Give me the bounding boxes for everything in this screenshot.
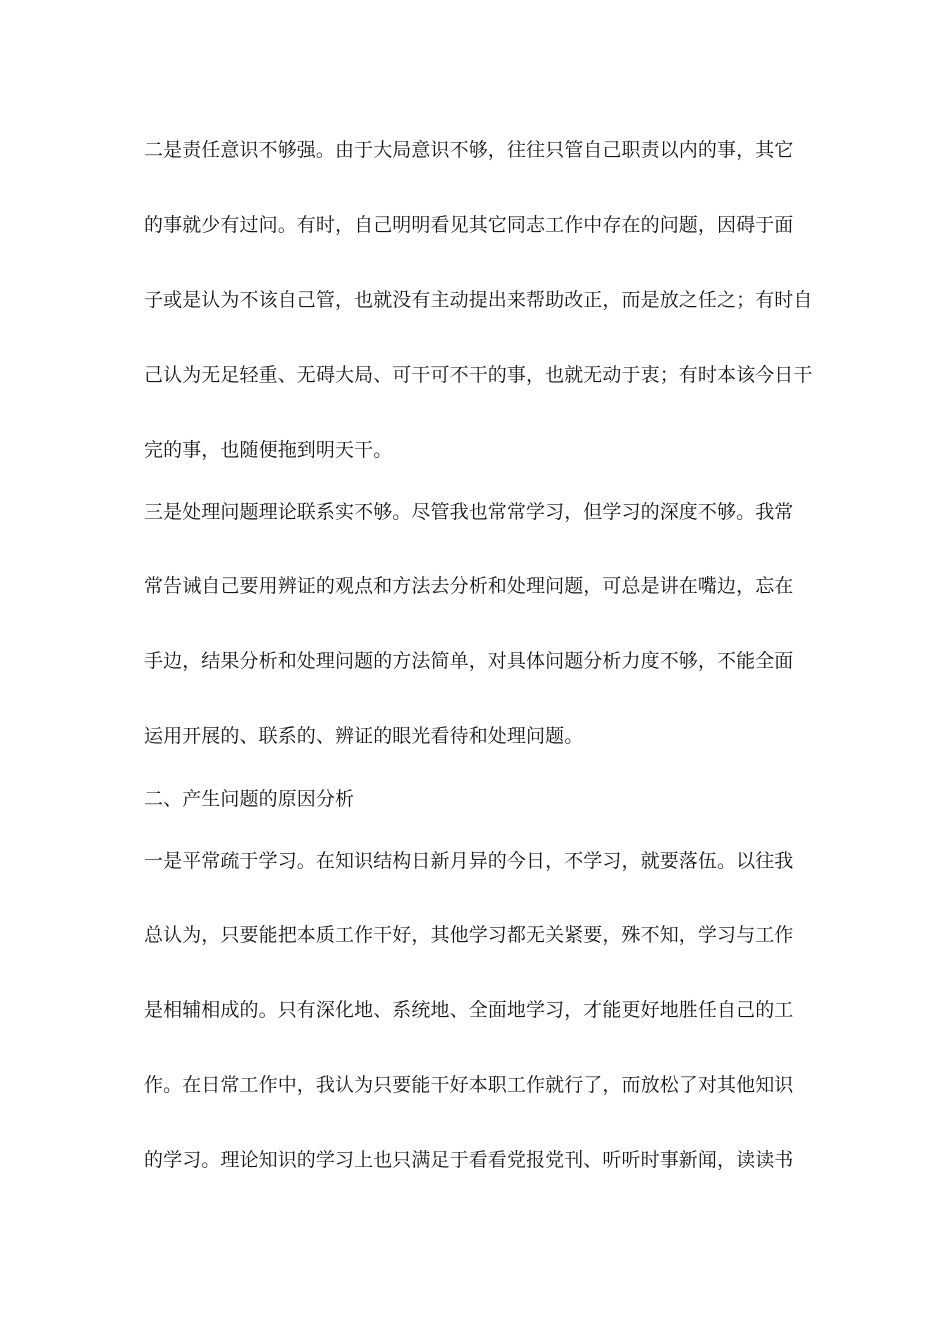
- paragraph-theory-line-2: 常告诫自己要用辨证的观点和方法去分析和处理问题，可总是讲在嘴边，忘在: [144, 575, 794, 597]
- section-heading: 二、产生问题的原因分析: [144, 788, 355, 810]
- paragraph-responsibility-line-2: 的事就少有过问。有时，自己明明看见其它同志工作中存在的问题，因碍于面: [144, 214, 794, 236]
- paragraph-study-line-5: 的学习。理论知识的学习上也只满足于看看党报党刊、听听时事新闻，读读书: [144, 1149, 794, 1171]
- paragraph-theory-line-4: 运用开展的、联系的、辨证的眼光看待和处理问题。: [144, 725, 584, 747]
- paragraph-study-line-1: 一是平常疏于学习。在知识结构日新月异的今日，不学习，就要落伍。以往我: [144, 850, 794, 872]
- paragraph-theory-line-3: 手边，结果分析和处理问题的方法简单，对具体问题分析力度不够，不能全面: [144, 650, 794, 672]
- paragraph-study-line-4: 作。在日常工作中，我认为只要能干好本职工作就行了，而放松了对其他知识: [144, 1074, 794, 1096]
- paragraph-study-line-3: 是相辅相成的。只有深化地、系统地、全面地学习，才能更好地胜任自己的工: [144, 999, 794, 1021]
- paragraph-theory-line-1: 三是处理问题理论联系实不够。尽管我也常常学习，但学习的深度不够。我常: [144, 501, 794, 523]
- paragraph-study-line-2: 总认为，只要能把本质工作干好，其他学习都无关紧要，殊不知，学习与工作: [144, 924, 794, 946]
- paragraph-responsibility-line-1: 二是责任意识不够强。由于大局意识不够，往往只管自己职责以内的事，其它: [144, 139, 794, 161]
- paragraph-responsibility-line-5: 完的事，也随便拖到明天干。: [144, 439, 393, 461]
- paragraph-responsibility-line-4: 己认为无足轻重、无碍大局、可干可不干的事，也就无动于衷；有时本该今日干: [144, 364, 813, 386]
- paragraph-responsibility-line-3: 子或是认为不该自己管，也就没有主动提出来帮助改正，而是放之任之；有时自: [144, 289, 813, 311]
